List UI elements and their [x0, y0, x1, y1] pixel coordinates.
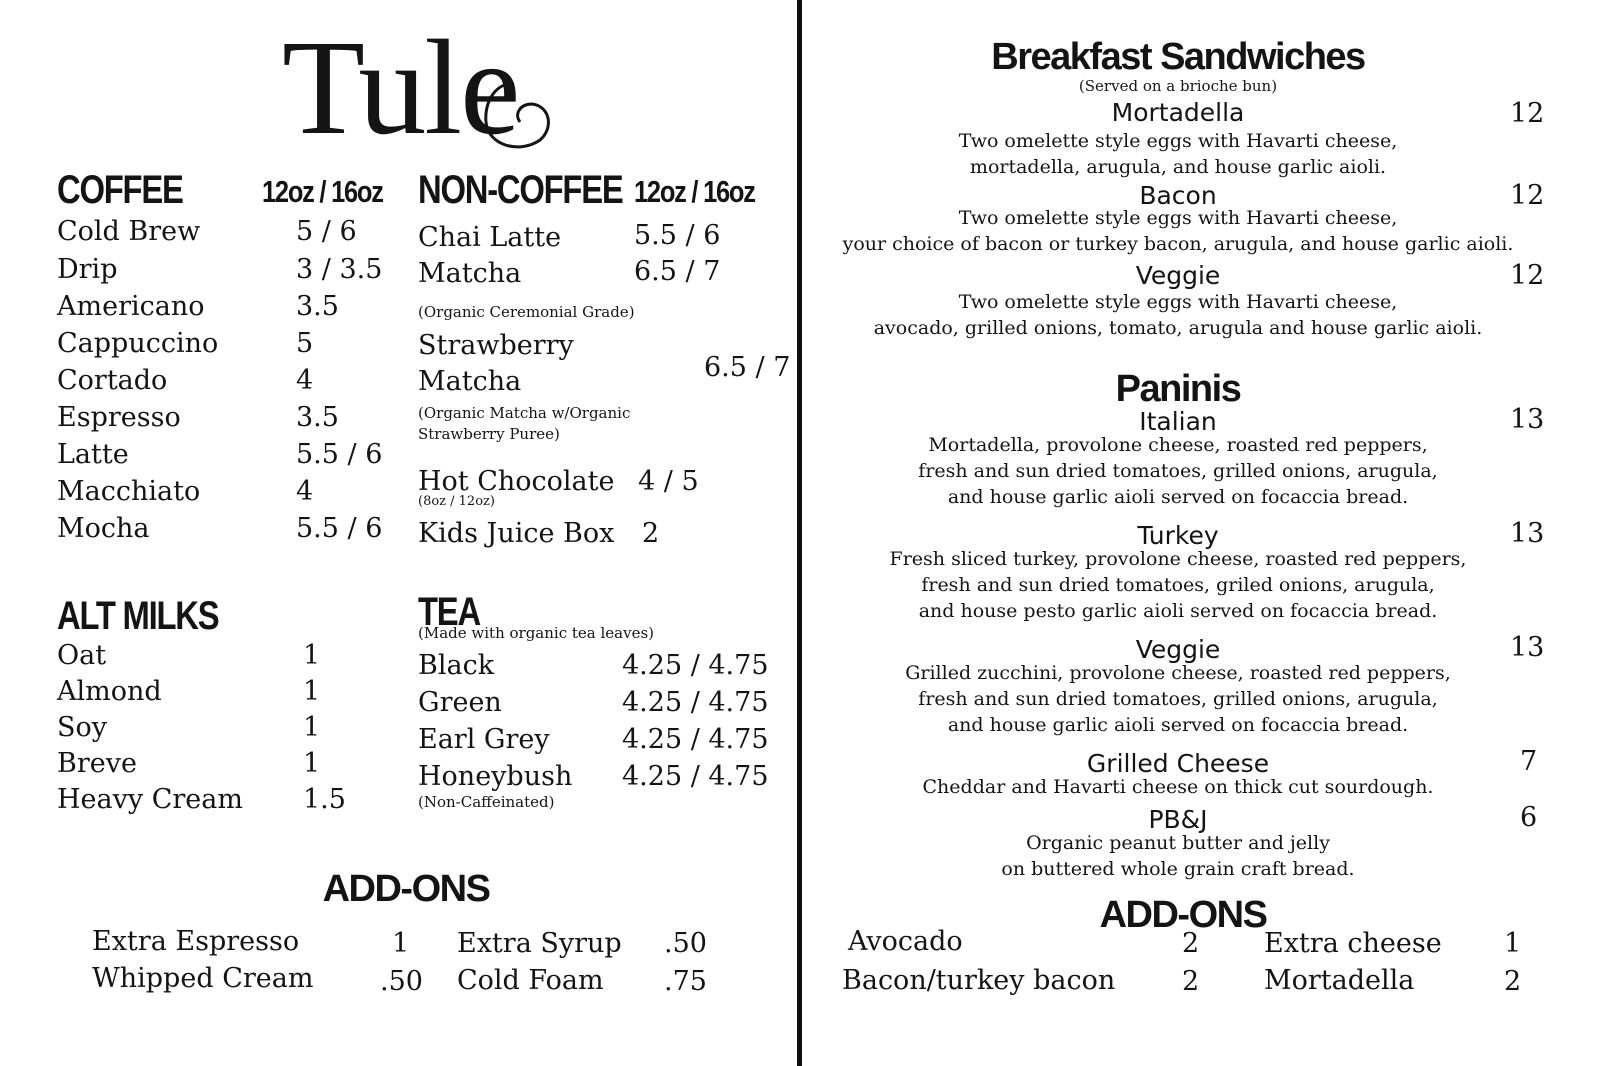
menu-item-price: 3.5	[296, 402, 339, 433]
menu-item-name: Oat	[57, 640, 107, 671]
addon-price: 1	[1504, 928, 1522, 959]
dish-description: Grilled zucchini, provolone cheese, roasted red peppers,	[905, 662, 1451, 684]
dish-price: 13	[1510, 632, 1545, 663]
addon-price: .50	[380, 966, 423, 997]
page-divider	[797, 0, 802, 1066]
dish-name: Veggie	[1135, 261, 1221, 290]
dish-description: Organic peanut butter and jelly	[1026, 832, 1330, 854]
menu-item-note: (Organic Matcha w/Organic	[418, 404, 631, 422]
menu-item-price: 5.5 / 6	[296, 439, 383, 470]
addon-price: 2	[1504, 966, 1522, 997]
dish-description: Fresh sliced turkey, provolone cheese, roasted red peppers,	[889, 548, 1467, 570]
menu-item-price: 3 / 3.5	[296, 254, 383, 285]
paninis-heading: Paninis	[1115, 368, 1241, 410]
addon-name: Extra Espresso	[92, 926, 300, 957]
addon-name: Cold Foam	[457, 965, 604, 996]
dish-description: and house garlic aioli served on focaccia bread.	[947, 714, 1409, 736]
menu-item-name: Earl Grey	[418, 724, 550, 755]
menu-item-price: 5	[296, 328, 314, 359]
menu-item-name: Drip	[57, 254, 118, 285]
menu-item-name: Latte	[57, 439, 129, 470]
menu-item-price: 6.5 / 7	[704, 352, 791, 383]
menu-item-name: Mocha	[57, 513, 150, 544]
menu-item-price: 3.5	[296, 291, 339, 322]
menu-item-name: Strawberry	[418, 330, 574, 361]
addon-price: 1	[392, 928, 410, 959]
menu-item-price: 1	[303, 640, 321, 671]
menu-item-price: 2	[642, 518, 660, 549]
menu-item-price: 4	[296, 476, 314, 507]
menu-item-name: Cortado	[57, 365, 168, 396]
menu-item-name: Americano	[57, 291, 205, 322]
menu-item-note: Strawberry Puree)	[418, 425, 560, 443]
menu-item-price: 4	[296, 365, 314, 396]
non-coffee-sizes: 12oz / 16oz	[634, 174, 755, 209]
coffee-sizes: 12oz / 16oz	[262, 174, 383, 209]
dish-description: Cheddar and Havarti cheese on thick cut sourdough.	[922, 776, 1434, 798]
drink-addons-heading: ADD-ONS	[322, 868, 490, 910]
addon-price: .75	[664, 966, 707, 997]
dish-price: 13	[1510, 518, 1545, 549]
coffee-heading: COFFEE	[57, 168, 183, 212]
dish-name: Mortadella	[1111, 98, 1245, 127]
menu-item-name: Breve	[57, 748, 137, 779]
menu-item-price: 4 / 5	[638, 466, 699, 497]
dish-price: 6	[1520, 802, 1538, 833]
dish-name: Turkey	[1137, 521, 1219, 550]
dish-price: 13	[1510, 404, 1545, 435]
addon-name: Extra cheese	[1264, 928, 1442, 959]
dish-description: and house pesto garlic aioli served on focaccia bread.	[918, 600, 1438, 622]
addon-price: 2	[1182, 928, 1200, 959]
menu-item-price: 1	[303, 676, 321, 707]
breakfast-subheading: (Served on a brioche bun)	[1078, 77, 1278, 95]
food-addons-heading: ADD-ONS	[1099, 894, 1267, 936]
menu-item-name: Chai Latte	[418, 222, 562, 253]
addon-price: 2	[1182, 966, 1200, 997]
addon-name: Mortadella	[1264, 965, 1415, 996]
menu-item-price: 1	[303, 712, 321, 743]
logo: Tule	[282, 13, 519, 163]
alt-milks-heading: ALT MILKS	[57, 594, 219, 638]
dish-description: fresh and sun dried tomatoes, griled onions, arugula,	[921, 574, 1435, 596]
menu-item-name: Kids Juice Box	[418, 518, 615, 549]
menu-item-name: Black	[418, 650, 495, 681]
dish-description: fresh and sun dried tomatoes, grilled onions, arugula,	[918, 688, 1438, 710]
menu-item-price: 5 / 6	[296, 216, 357, 247]
menu-item-name: Soy	[57, 712, 108, 743]
menu-item-name: Green	[418, 687, 502, 718]
menu-item-price: 1.5	[303, 784, 346, 815]
dish-description: on buttered whole grain craft bread.	[1001, 858, 1355, 880]
menu-item-name: Honeybush	[418, 761, 573, 792]
menu-item-price: 4.25 / 4.75	[622, 724, 769, 755]
menu-item-price: 5.5 / 6	[296, 513, 383, 544]
dish-name: Grilled Cheese	[1086, 749, 1270, 778]
menu-item-name: Espresso	[57, 402, 181, 433]
menu-item-name: Matcha	[418, 258, 522, 289]
dish-name: Bacon	[1139, 181, 1217, 210]
tea-note: (Made with organic tea leaves)	[418, 624, 655, 642]
menu-item-name: Almond	[57, 676, 162, 707]
menu-item-price: 5.5 / 6	[634, 220, 721, 251]
dish-description: Two omelette style eggs with Havarti cheese,	[958, 130, 1398, 152]
logo-flourish	[470, 62, 560, 158]
menu-item-price: 4.25 / 4.75	[622, 761, 769, 792]
tea-heading: TEA	[418, 590, 480, 634]
menu-item-price: 1	[303, 748, 321, 779]
dish-price: 12	[1510, 98, 1545, 129]
dish-name: Italian	[1139, 407, 1217, 436]
menu-item-note: (Non-Caffeinated)	[418, 793, 555, 811]
menu-item-name: Cappuccino	[57, 328, 219, 359]
dish-description: and house garlic aioli served on focaccia bread.	[947, 486, 1409, 508]
breakfast-heading: Breakfast Sandwiches	[991, 36, 1365, 78]
dish-description: your choice of bacon or turkey bacon, arugula, and house garlic aioli.	[842, 233, 1514, 255]
menu-item-price: 6.5 / 7	[634, 256, 721, 287]
menu-item-note: (Organic Ceremonial Grade)	[418, 303, 635, 321]
dish-price: 12	[1510, 260, 1545, 291]
dish-name: PB&J	[1148, 805, 1208, 834]
non-coffee-heading: NON-COFFEE	[418, 168, 623, 212]
addon-name: Whipped Cream	[92, 963, 314, 994]
dish-price: 7	[1520, 746, 1538, 777]
dish-description: Mortadella, provolone cheese, roasted red peppers,	[928, 434, 1428, 456]
addon-name: Bacon/turkey bacon	[842, 965, 1116, 996]
menu-item-name: Matcha	[418, 366, 522, 397]
dish-price: 12	[1510, 180, 1545, 211]
dish-name: Veggie	[1135, 635, 1221, 664]
menu-item-note: (8oz / 12oz)	[418, 494, 495, 509]
menu-item-price: 4.25 / 4.75	[622, 650, 769, 681]
addon-name: Extra Syrup	[457, 928, 622, 959]
menu-item-name: Hot Chocolate	[418, 466, 615, 497]
menu-item-price: 4.25 / 4.75	[622, 687, 769, 718]
addon-price: .50	[664, 928, 707, 959]
dish-description: avocado, grilled onions, tomato, arugula and house garlic aioli.	[873, 317, 1483, 339]
addon-name: Avocado	[848, 926, 963, 957]
dish-description: Two omelette style eggs with Havarti cheese,	[958, 291, 1398, 313]
dish-description: mortadella, arugula, and house garlic aioli.	[969, 156, 1387, 178]
dish-description: fresh and sun dried tomatoes, grilled onions, arugula,	[918, 460, 1438, 482]
menu-item-name: Macchiato	[57, 476, 201, 507]
menu-item-name: Cold Brew	[57, 216, 201, 247]
dish-description: Two omelette style eggs with Havarti cheese,	[958, 207, 1398, 229]
menu-item-name: Heavy Cream	[57, 784, 243, 815]
